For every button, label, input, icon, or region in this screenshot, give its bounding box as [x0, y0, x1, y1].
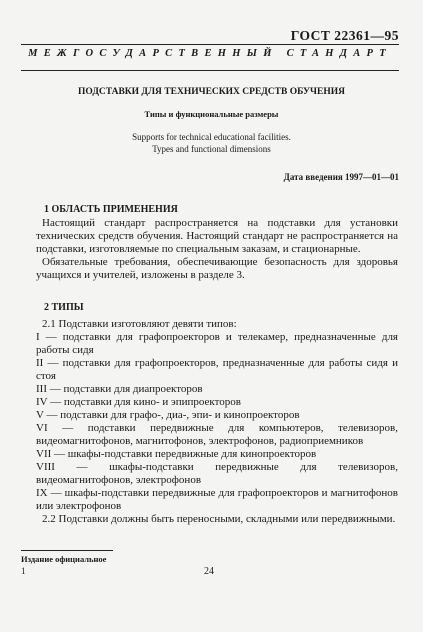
type-item: IX — шкафы-подставки передвижные для графопроекторов и магнитофонов или электрофонов: [36, 487, 398, 512]
type-item: VI — подставки передвижные для компьютеров, телевизоров, видеомагнитофонов, магнитофонов, электрофонов, радиоприемников: [36, 422, 398, 447]
section-1-paragraph-1: Настоящий стандарт распространяется на подставки для установки технических средств обучения. Настоящий стандарт не распространяется на подставки, изготовляемые по специальным заказам, и стационарные.: [36, 217, 398, 255]
type-item: VIII — шкафы-подставки передвижные для телевизоров, видеомагнитофонов, электрофонов: [36, 461, 398, 486]
interstate-standard-banner: МЕЖГОСУДАРСТВЕННЫЙ СТАНДАРТ: [28, 48, 392, 59]
section-2-lead: 2.1 Подставки изготовляют девяти типов:: [42, 318, 237, 330]
section-1-paragraph-2: Обязательные требования, обеспечивающие безопасность для здоровья учащихся и учителей, изложены в разделе 3.: [36, 256, 398, 281]
section-2-body: [36, 318, 398, 526]
top-rule: [21, 44, 399, 45]
english-title-line-2: Types and functional dimensions: [152, 144, 271, 154]
document-subtitle: Типы и функциональные размеры: [144, 109, 279, 119]
section-2-heading: 2 ТИПЫ: [44, 302, 84, 313]
type-item: V — подставки для графо-, диа-, эпи- и кинопроекторов: [36, 409, 300, 421]
type-item: VII — шкафы-подставки передвижные для кинопроекторов: [36, 448, 317, 460]
type-item: II — подставки для графопроекторов, предназначенные для работы сидя и стоя: [36, 357, 398, 382]
introduction-date: Дата введения 1997—01—01: [283, 172, 399, 182]
edition-label: Издание официальное: [21, 554, 107, 564]
footer-rule: [21, 550, 113, 551]
page-number: 24: [204, 566, 214, 577]
standard-code: ГОСТ 22361—95: [290, 28, 399, 43]
type-item: III — подставки для диапроекторов: [36, 383, 203, 395]
section-1-heading: 1 ОБЛАСТЬ ПРИМЕНЕНИЯ: [44, 204, 178, 215]
english-title: [30, 131, 393, 155]
type-item: I — подставки для графопроекторов и телекамер, предназначенные для работы сидя: [36, 331, 398, 356]
english-title-line-1: Supports for technical educational facilities.: [132, 132, 291, 142]
banner-bottom-rule: [21, 70, 399, 71]
section-2-2-paragraph: 2.2 Подставки должны быть переносными, складными или передвижными.: [42, 513, 396, 525]
section-1-body: [36, 217, 398, 282]
type-item: IV — подставки для кино- и эпипроекторов: [36, 396, 241, 408]
footer-mark: 1: [21, 566, 26, 576]
document-title: ПОДСТАВКИ ДЛЯ ТЕХНИЧЕСКИХ СРЕДСТВ ОБУЧЕНИЯ: [78, 87, 345, 97]
